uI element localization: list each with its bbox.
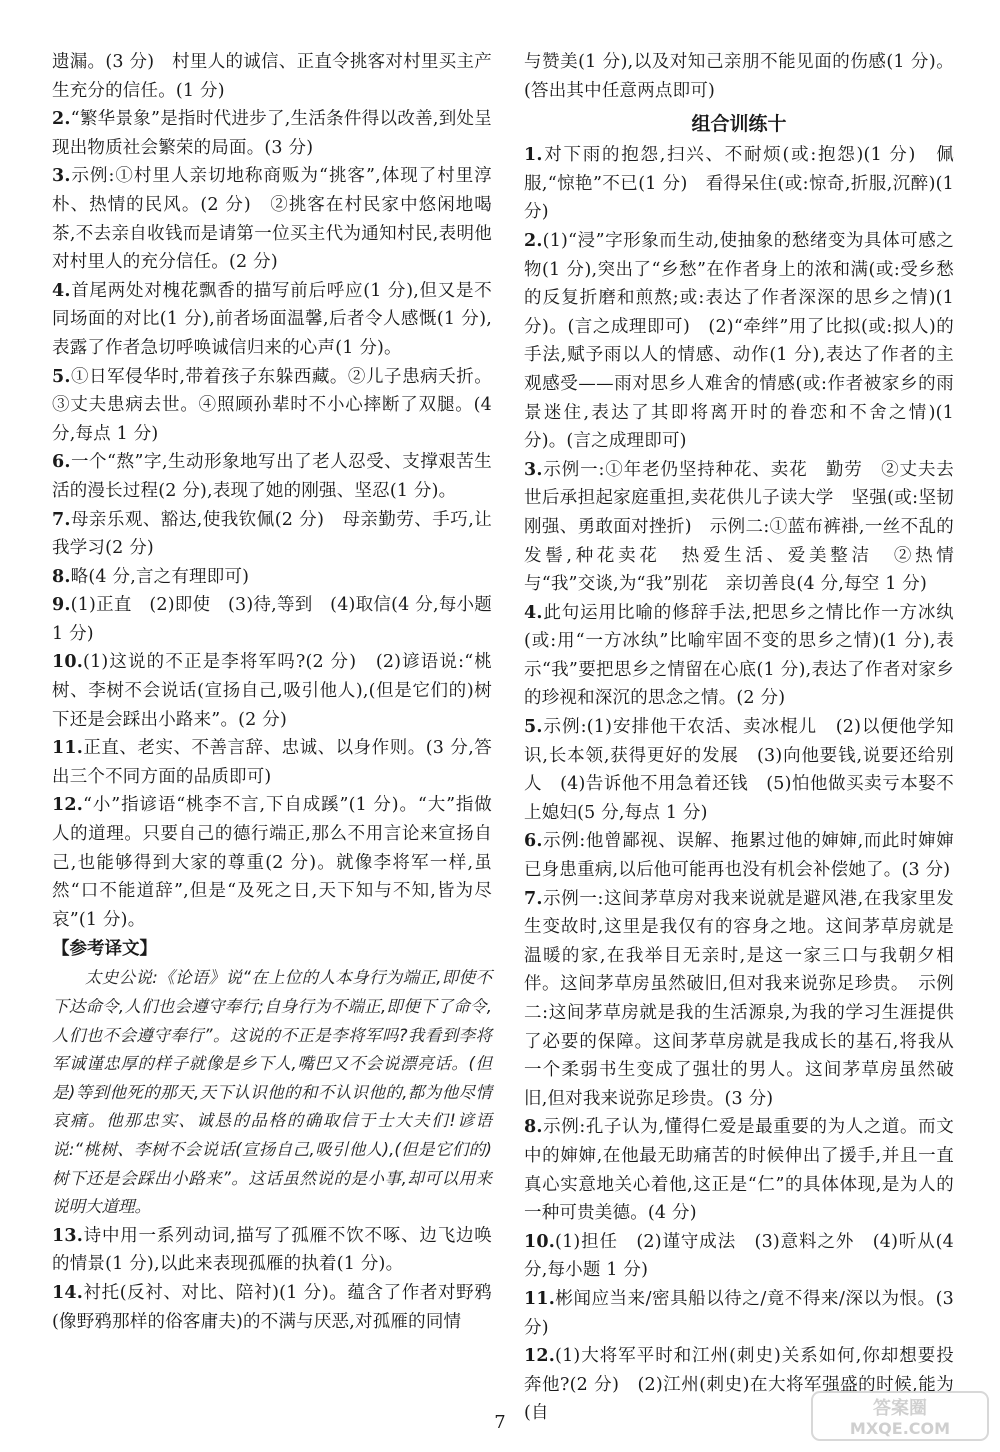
answer-text: 示例一:这间茅草房对我来说就是避风港,在我家里发生变故时,这里是我仅有的容身之地。这间茅草房就是温暖的家,在我举目无亲时,是这一家三口与我朝夕相伴。这间茅草房虽然破旧,但对我来说弥足珍贵。 示例二:这间茅草房就是我的生活源泉,为我的学习生涯提供了必要的保障。这间茅草房就是我成长的基石,将我从一个柔弱书生变成了强壮的男人。这间茅草房虽然破旧,但对我来说弥足珍贵。(3 分) [524,888,954,1109]
answer-number: 11. [52,738,84,759]
answer-text: 示例:他曾鄙视、误解、拖累过他的婶婶,而此时婶婶已身患重病,以后他可能再也没有机会补偿她了。(3 分) [524,831,954,881]
answer-item [524,599,954,713]
answer-text: 一个“熬”字,生动形象地写出了老人忍受、支撑艰苦生活的漫长过程(2 分),表现了她的刚强、坚忍(1 分)。 [52,452,492,501]
answer-text: 此句运用比喻的修辞手法,把思乡之情比作一方冰纨(或:用“一方冰纨”比喻牢固不变的思乡之情)(1 分),表示“我”要把思乡之情留在心底(1 分),表达了作者对家乡的珍视和深沉的思念之情。(2 分) [524,602,954,709]
answer-text: 遗漏。(3 分) 村里人的诚信、正直令挑客对村里买主产生充分的信任。(1 分) [52,52,492,101]
answer-item [524,885,954,1114]
right-column [524,48,954,1428]
left-answers-after [52,1222,492,1336]
answer-number: 1. [524,145,543,166]
answer-number: 5. [524,717,543,738]
page-number: 7 [494,1412,506,1433]
answer-item [524,713,954,827]
answer-text: (1)这说的不正是李将军吗?(2 分) (2)谚语说:“桃树、李树不会说话(宣扬自己,吸引他人),(但是它们的)树下还是会踩出小路来”。(2 分) [52,652,492,730]
answer-number: 3. [52,166,71,187]
right-continuation [524,48,954,105]
translation-heading: 【参考译文】 [52,939,157,960]
answer-item [524,456,954,599]
answer-number: 13. [52,1225,84,1246]
answer-number: 8. [52,566,71,587]
answer-number: 2. [524,230,543,251]
answer-text: (1)“浸”字形象而生动,使抽象的愁绪变为具体可感之物(1 分),突出了“乡愁”在作者身上的浓和满(或:受乡愁的反复折磨和煎熬;或:表达了作者深深的思乡之情)(1 分)。(言之成理即可) (2)“牵绊”用了比拟(或:拟人)的手法,赋予雨以人的情感、动作(1 分),表达了作者的主观感受——雨对思乡人难舍的情感(或:作者被家乡的雨景迷住,表达了其即将离开时的眷恋和不舍之情)(1 分)。(言之成理即可) [524,230,954,452]
answer-text: 衬托(反衬、对比、陪衬)(1 分)。蕴含了作者对野鸦(像野鸦那样的俗客庸夫)的不满与厌恶,对孤雁的同情 [52,1282,492,1332]
answer-item [52,563,492,592]
answer-item [524,827,954,884]
answer-number: 3. [524,459,543,480]
answer-item [52,105,492,162]
answer-item [52,734,492,791]
left-column [52,48,492,1336]
answer-text: (1)正直 (2)即使 (3)待,等到 (4)取信(4 分,每小题 1 分) [52,595,492,644]
answer-text: 正直、老实、不善言辞、忠诚、以身作则。(3 分,答出三个不同方面的品质即可) [52,738,492,787]
answer-text: “小”指谚语“桃李不言,下自成蹊”(1 分)。“大”指做人的道理。只要自己的德行端正,那么不用言论来宣扬自己,也能够得到大家的尊重(2 分)。就像李将军一样,虽然“口不能道辞”,但是“及死之日,天下知与不知,皆为尽哀”(1 分)。 [52,795,492,930]
answer-item [52,162,492,276]
reference-translation: 太史公说:《论语》说“在上位的人本身行为端正,即使不下达命令,人们也会遵守奉行;自身行为不端正,即便下了命令,人们也不会遵守奉行”。这说的不正是李将军吗?我看到李将军诚谨忠厚的样子就像是乡下人,嘴巴又不会说漂亮话。(但是)等到他死的那天,天下认识他的和不认识他的,都为他尽情哀痛。他那忠实、诚恳的品格的确取信于士大夫们!谚语说:“桃树、李树不会说话(宣扬自己,吸引他人),(但是它们的)树下还是会踩出小路来”。这话虽然说的是小事,却可以用来说明大道理。 [52,968,492,1217]
answer-number: 6. [524,831,543,852]
section-title: 组合训练十 [691,113,787,136]
answer-number: 4. [52,280,71,301]
answer-number: 14. [52,1282,84,1303]
answer-text: 彬闻应当来/密具船以待之/竟不得来/深以为恨。(3 分) [524,1288,954,1338]
answer-item [524,1228,954,1285]
answer-number: 7. [52,509,71,530]
answer-text: 首尾两处对槐花飘香的描写前后呼应(1 分),但又是不同场面的对比(1 分),前者场面温馨,后者令人感慨(1 分),表露了作者急切呼唤诚信归来的心声(1 分)。 [52,280,492,358]
answer-number: 7. [524,888,543,909]
right-answers [524,141,954,1428]
answer-item [52,363,492,449]
answer-number: 9. [52,595,71,616]
answer-number: 12. [52,795,84,816]
answer-item [52,591,492,648]
answer-number: 10. [524,1231,556,1252]
answer-text: 示例一:①年老仍坚持种花、卖花 勤劳 ②丈夫去世后承担起家庭重担,卖花供儿子读大学 坚强(或:坚韧刚强、勇敢面对挫折) 示例二:①蓝布裤褂,一丝不乱的发髻,种花卖花 热爱生活、爱美整洁 ②热情与“我”交谈,为“我”别花 亲切善良(4 分,每空 1 分) [524,459,954,595]
answer-number: 8. [524,1117,543,1138]
answer-item [524,227,954,456]
answer-text: 示例:(1)安排他干农活、卖冰棍儿 (2)以便他学知识,长本领,获得更好的发展 (3)向他要钱,说要还给别人 (4)告诉他不用急着还钱 (5)怕他做买卖亏本娶不上媳妇(5 分,每点 1 分) [524,717,954,823]
answer-text: 示例:孔子认为,懂得仁爱是最重要的为人之道。而文中的婶婶,在他最无助痛苦的时候伸出了援手,并且一直真心实意地关心着他,这正是“仁”的具体体现,是为人的一种可贵美德。(4 分) [524,1117,954,1224]
answer-number: 11. [524,1288,556,1309]
answer-number: 6. [52,452,71,473]
answer-number: 4. [524,602,543,623]
answer-item [52,791,492,934]
answer-number: 12. [524,1346,556,1367]
answer-item [52,1222,492,1279]
answer-item [52,1279,492,1336]
answer-text: 略(4 分,言之有理即可) [70,566,250,587]
answer-item [524,1285,954,1342]
answer-text: “繁华景象”是指时代进步了,生活条件得以改善,到处呈现出物质社会繁荣的局面。(3 分) [52,109,492,158]
watermark-line2: MXQE.COM [849,1419,951,1438]
answer-item [52,648,492,734]
answer-text: 与赞美(1 分),以及对知己亲朋不能见面的伤感(1 分)。(答出其中任意两点即可) [524,52,954,101]
answer-number: 5. [52,366,71,387]
answer-item [52,48,492,105]
watermark-logo [810,1388,990,1444]
answer-text: 示例:①村里人亲切地称商贩为“挑客”,体现了村里淳朴、热情的民风。(2 分) ②挑客在村民家中悠闲地喝茶,不去亲自收钱而是请第一位买主代为通知村民,表明他对村里人的充分信任。(2 分) [52,166,492,273]
answer-text: ①日军侵华时,带着孩子东躲西藏。②儿子患病夭折。③丈夫患病去世。④照顾孙辈时不小心摔断了双腿。(4 分,每点 1 分) [52,366,492,444]
watermark-line1: 答案圈 [873,1398,927,1419]
answer-number: 10. [52,652,84,673]
answer-item [52,277,492,363]
answer-text: 诗中用一系列动词,描写了孤雁不饮不啄、边飞边唤的情景(1 分),以此来表现孤雁的执着(1 分)。 [52,1225,492,1275]
answer-item [524,48,954,105]
answer-text: (1)大将军平时和江州(刺史)关系如何,你却想要投奔他?(2 分) (2)江州(刺史)在大将军强盛的时候,能为(自 [524,1346,954,1424]
left-answers-before [52,48,492,934]
watermark-graphic [810,1388,990,1444]
answer-text: 对下雨的抱怨,扫兴、不耐烦(或:抱怨)(1 分) 佩服,“惊艳”不已(1 分) 看得呆住(或:惊奇,折服,沉醉)(1 分) [524,145,954,223]
answer-item [524,141,954,227]
answer-item [524,1113,954,1227]
answer-item [52,506,492,563]
answer-text: (1)担任 (2)谨守成法 (3)意料之外 (4)听从(4 分,每小题 1 分) [524,1231,954,1281]
answer-number: 2. [52,109,71,130]
answer-item [52,448,492,505]
answer-text: 母亲乐观、豁达,使我钦佩(2 分) 母亲勤劳、手巧,让我学习(2 分) [52,509,492,559]
